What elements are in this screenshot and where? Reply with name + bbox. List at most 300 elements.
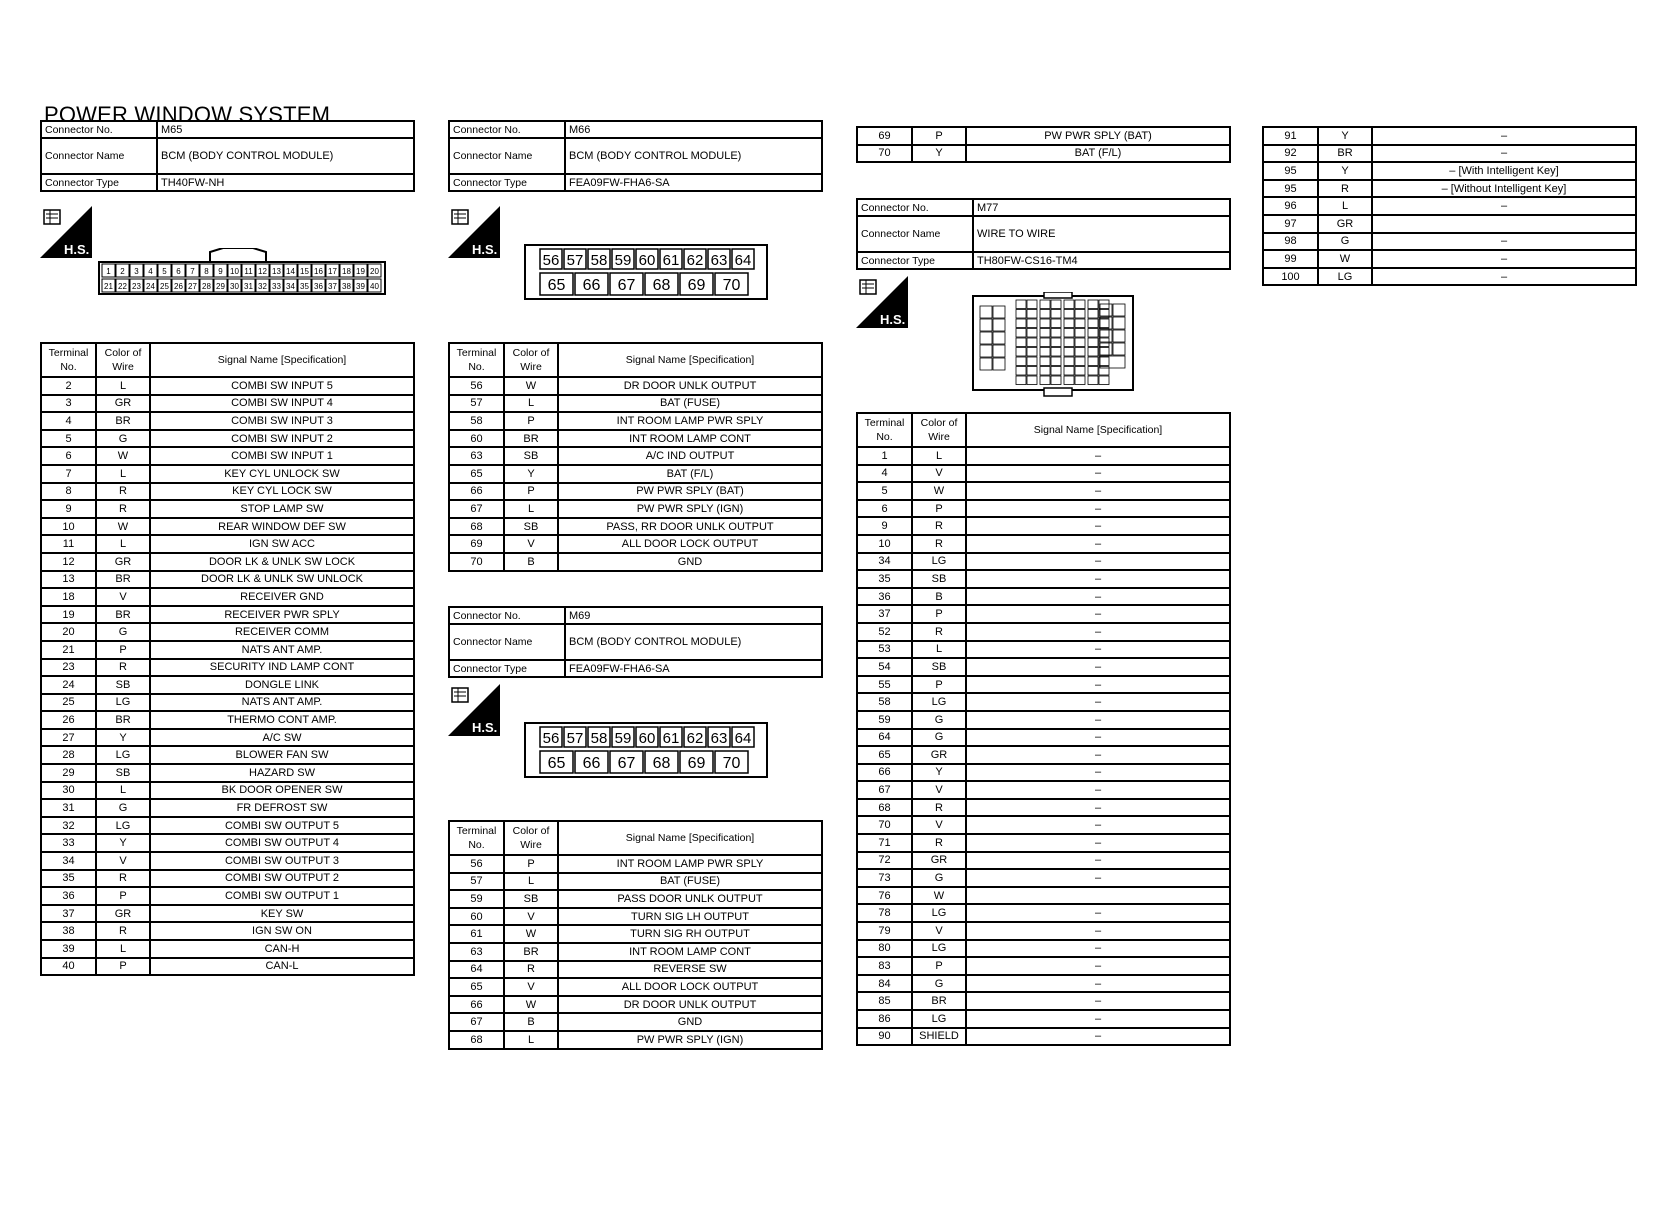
pin-label: 60	[638, 252, 656, 269]
table-row	[449, 412, 822, 430]
wire-color-cell: L	[96, 465, 150, 483]
pin-label: 17	[328, 267, 337, 276]
wire-color-cell: SHIELD	[912, 1028, 966, 1046]
pin-label: 36	[314, 282, 323, 291]
wire-color-cell: R	[96, 500, 150, 518]
terminal-no-cell: 65	[449, 978, 504, 996]
wire-color-cell: V	[912, 465, 966, 483]
signal-name-cell: KEY CYL UNLOCK SW	[150, 465, 414, 483]
wire-color-cell: LG	[1318, 268, 1372, 286]
signal-name-cell: –	[966, 482, 1230, 500]
pin-cell	[1088, 338, 1098, 347]
signal-name-cell: RECEIVER GND	[150, 588, 414, 606]
table-row	[449, 553, 822, 571]
terminal-no-cell: 56	[449, 855, 504, 873]
wire-color-cell: Y	[912, 145, 966, 163]
signal-name-cell: –	[1372, 233, 1636, 251]
table-row	[857, 447, 1230, 465]
wire-color-cell: BR	[1318, 145, 1372, 163]
pin-label: 64	[734, 252, 752, 269]
wire-color-cell: P	[96, 641, 150, 659]
table-row	[857, 605, 1230, 623]
signal-name-cell: INT ROOM LAMP PWR SPLY	[558, 855, 822, 873]
table-row	[857, 992, 1230, 1010]
table-row	[449, 908, 822, 926]
terminal-no-header: Terminal No.	[41, 343, 96, 377]
table-row	[857, 834, 1230, 852]
color-header: Color of Wire	[96, 343, 150, 377]
terminal-no-cell: 98	[1263, 233, 1318, 251]
pin-cell	[1088, 329, 1098, 338]
terminal-no-cell: 70	[857, 816, 912, 834]
signal-header: Signal Name [Specification]	[150, 343, 414, 377]
signal-name-cell: BLOWER FAN SW	[150, 746, 414, 764]
table-row	[41, 870, 414, 888]
terminal-no-cell: 92	[1263, 145, 1318, 163]
table-row	[41, 465, 414, 483]
pin-cell	[993, 319, 1005, 331]
table-row	[857, 781, 1230, 799]
wire-color-cell: LG	[912, 693, 966, 711]
terminal-no-cell: 68	[449, 1031, 504, 1049]
table-row	[857, 1010, 1230, 1028]
hs-icon	[448, 684, 500, 736]
table-row	[857, 145, 1230, 163]
connector-no-value: M66	[565, 121, 822, 138]
pin-label: 11	[244, 267, 253, 276]
signal-name-cell: –	[966, 781, 1230, 799]
pin-label: 65	[547, 277, 566, 294]
terminal-no-cell: 58	[449, 412, 504, 430]
table-row	[857, 676, 1230, 694]
pin-cell	[1040, 300, 1050, 309]
wire-color-cell: Y	[96, 729, 150, 747]
terminal-no-cell: 66	[449, 483, 504, 501]
wire-color-cell: P	[504, 855, 558, 873]
pin-cell	[1051, 376, 1061, 385]
pin-cell	[1064, 367, 1074, 376]
table-row	[857, 975, 1230, 993]
signal-name-cell: –	[966, 940, 1230, 958]
wire-color-cell: G	[912, 729, 966, 747]
wire-color-cell: GR	[1318, 215, 1372, 233]
wire-color-cell: Y	[1318, 127, 1372, 145]
signal-name-cell: –	[966, 746, 1230, 764]
signal-name-cell: THERMO CONT AMP.	[150, 711, 414, 729]
pin-cell	[1088, 376, 1098, 385]
wire-color-cell: LG	[912, 1010, 966, 1028]
table-row	[41, 623, 414, 641]
signal-name-cell: PASS, RR DOOR UNLK OUTPUT	[558, 518, 822, 536]
terminal-no-header: Terminal No.	[857, 413, 912, 447]
pin-label: 20	[370, 267, 379, 276]
terminal-no-cell: 35	[41, 870, 96, 888]
m66-connector-diagram	[524, 244, 770, 302]
table-row	[41, 905, 414, 923]
pin-cell	[980, 332, 992, 344]
pin-label: 40	[370, 282, 379, 291]
table-row	[449, 1013, 822, 1031]
wire-color-cell: L	[504, 873, 558, 891]
table-row	[857, 623, 1230, 641]
terminal-no-cell: 96	[1263, 197, 1318, 215]
terminal-no-cell: 66	[449, 996, 504, 1014]
terminal-no-cell: 95	[1263, 180, 1318, 198]
wire-color-cell: L	[912, 641, 966, 659]
terminal-no-cell: 33	[41, 834, 96, 852]
pin-label: 16	[314, 267, 323, 276]
pin-label: 5	[162, 267, 167, 276]
wire-color-cell: B	[912, 588, 966, 606]
signal-name-cell: A/C SW	[150, 729, 414, 747]
pin-cell	[1040, 357, 1050, 366]
pin-label: 64	[734, 730, 752, 747]
signal-name-cell: DR DOOR UNLK OUTPUT	[558, 996, 822, 1014]
connector-type-value: FEA09FW-FHA6-SA	[565, 174, 822, 191]
terminal-no-cell: 69	[857, 127, 912, 145]
terminal-no-cell: 85	[857, 992, 912, 1010]
m66-pin-table	[448, 342, 823, 572]
m77-info-table	[856, 198, 1231, 270]
signal-name-cell: RECEIVER COMM	[150, 623, 414, 641]
pin-label: 1	[106, 267, 111, 276]
pin-label: 21	[104, 282, 113, 291]
wire-color-cell: Y	[1318, 162, 1372, 180]
wire-color-cell: Y	[504, 465, 558, 483]
wire-color-cell: SB	[912, 570, 966, 588]
terminal-no-cell: 18	[41, 588, 96, 606]
terminal-no-cell: 8	[41, 483, 96, 501]
pin-cell	[1088, 300, 1098, 309]
wire-color-cell: R	[504, 961, 558, 979]
table-row	[41, 553, 414, 571]
terminal-no-cell: 67	[449, 1013, 504, 1031]
signal-name-cell: NATS ANT AMP.	[150, 641, 414, 659]
table-row	[857, 570, 1230, 588]
hs-icon	[448, 206, 500, 258]
terminal-no-cell: 66	[857, 764, 912, 782]
pin-label: 18	[342, 267, 351, 276]
pin-cell	[1075, 338, 1085, 347]
table-row	[449, 925, 822, 943]
pin-label: 31	[244, 282, 253, 291]
pin-cell	[1040, 329, 1050, 338]
pin-label: 61	[662, 252, 680, 269]
table-row	[1263, 180, 1636, 198]
connector-type-label: Connector Type	[41, 174, 157, 191]
terminal-no-cell: 4	[41, 412, 96, 430]
pin-label: 4	[148, 267, 153, 276]
pin-cell	[993, 345, 1005, 357]
signal-name-cell: TURN SIG RH OUTPUT	[558, 925, 822, 943]
wire-color-cell: G	[912, 711, 966, 729]
signal-name-cell: –	[966, 852, 1230, 870]
signal-name-cell	[966, 887, 1230, 905]
wire-color-cell: G	[96, 799, 150, 817]
terminal-no-cell: 78	[857, 904, 912, 922]
signal-name-cell: COMBI SW INPUT 4	[150, 395, 414, 413]
pin-cell	[1051, 348, 1061, 357]
signal-name-cell: COMBI SW OUTPUT 3	[150, 852, 414, 870]
pin-label: 22	[118, 282, 127, 291]
pin-cell	[1027, 376, 1037, 385]
terminal-no-cell: 60	[449, 430, 504, 448]
signal-name-cell: PW PWR SPLY (BAT)	[558, 483, 822, 501]
terminal-no-cell: 54	[857, 658, 912, 676]
pin-cell	[1099, 376, 1109, 385]
table-row	[41, 377, 414, 395]
pin-cell	[1113, 317, 1125, 329]
signal-name-cell: –	[1372, 250, 1636, 268]
signal-name-cell: –	[1372, 197, 1636, 215]
signal-name-cell: COMBI SW OUTPUT 1	[150, 887, 414, 905]
table-row	[857, 904, 1230, 922]
connector-no-label: Connector No.	[41, 121, 157, 138]
pin-cell	[1016, 310, 1026, 319]
signal-name-cell: –	[966, 517, 1230, 535]
pin-label: 69	[687, 755, 706, 772]
signal-name-cell: –	[966, 605, 1230, 623]
connector-type-label: Connector Type	[449, 660, 565, 677]
terminal-no-cell: 61	[449, 925, 504, 943]
pin-cell	[1027, 310, 1037, 319]
pin-cell	[980, 358, 992, 370]
signal-name-cell: –	[966, 1028, 1230, 1046]
pin-label: 24	[146, 282, 155, 291]
signal-name-cell: INT ROOM LAMP PWR SPLY	[558, 412, 822, 430]
table-row	[857, 500, 1230, 518]
pin-cell	[1075, 376, 1085, 385]
signal-name-cell: –	[966, 1010, 1230, 1028]
terminal-no-cell: 7	[41, 465, 96, 483]
pin-label: 10	[230, 267, 239, 276]
table-row	[449, 873, 822, 891]
terminal-no-cell: 97	[1263, 215, 1318, 233]
terminal-no-cell: 72	[857, 852, 912, 870]
table-row	[41, 958, 414, 976]
connector-no-label: Connector No.	[857, 199, 973, 216]
table-row	[449, 961, 822, 979]
wire-color-cell: W	[96, 518, 150, 536]
wire-color-cell: GR	[96, 553, 150, 571]
connector-no-value: M77	[973, 199, 1230, 216]
pin-label: 19	[356, 267, 365, 276]
signal-name-cell: –	[966, 623, 1230, 641]
table-row	[449, 996, 822, 1014]
pin-cell	[1016, 319, 1026, 328]
terminal-no-cell: 59	[857, 711, 912, 729]
signal-name-cell: –	[966, 658, 1230, 676]
wire-color-cell: G	[96, 430, 150, 448]
pin-label: 37	[328, 282, 337, 291]
table-row	[857, 641, 1230, 659]
pin-label: 33	[272, 282, 281, 291]
pin-cell	[993, 332, 1005, 344]
wire-color-cell: P	[912, 957, 966, 975]
pin-label: 29	[216, 282, 225, 291]
table-row	[1263, 215, 1636, 233]
pin-label: 62	[686, 252, 704, 269]
connector-name-value: BCM (BODY CONTROL MODULE)	[157, 138, 414, 174]
pin-cell	[1027, 367, 1037, 376]
terminal-no-cell: 37	[857, 605, 912, 623]
signal-name-cell: A/C IND OUTPUT	[558, 447, 822, 465]
wire-color-cell: W	[504, 925, 558, 943]
terminal-no-cell: 28	[41, 746, 96, 764]
table-row	[41, 887, 414, 905]
table-row	[857, 1028, 1230, 1046]
pin-label: 35	[300, 282, 309, 291]
table-row	[857, 729, 1230, 747]
m66-continued-table	[856, 126, 1231, 163]
signal-name-cell: IGN SW ACC	[150, 535, 414, 553]
table-row	[1263, 268, 1636, 286]
terminal-no-cell: 68	[857, 799, 912, 817]
terminal-no-cell: 95	[1263, 162, 1318, 180]
table-row	[857, 869, 1230, 887]
pin-cell	[1027, 319, 1037, 328]
table-row	[857, 482, 1230, 500]
table-row	[857, 957, 1230, 975]
terminal-no-cell: 26	[41, 711, 96, 729]
terminal-no-cell: 86	[857, 1010, 912, 1028]
connector-name-label: Connector Name	[449, 624, 565, 660]
pin-cell	[1051, 319, 1061, 328]
terminal-no-cell: 100	[1263, 268, 1318, 286]
pin-cell	[1113, 304, 1125, 316]
terminal-no-cell: 40	[41, 958, 96, 976]
wire-color-cell: P	[96, 887, 150, 905]
pin-cell	[993, 358, 1005, 370]
table-row	[41, 483, 414, 501]
connector-name-label: Connector Name	[449, 138, 565, 174]
wire-color-cell: L	[504, 1031, 558, 1049]
terminal-no-cell: 36	[41, 887, 96, 905]
signal-name-cell: –	[966, 676, 1230, 694]
terminal-no-cell: 73	[857, 869, 912, 887]
wire-color-cell: R	[96, 922, 150, 940]
terminal-no-cell: 4	[857, 465, 912, 483]
table-row	[449, 855, 822, 873]
table-row	[857, 852, 1230, 870]
table-row	[857, 535, 1230, 553]
pin-label: 7	[190, 267, 195, 276]
pin-cell	[1064, 357, 1074, 366]
signal-name-cell: –	[966, 500, 1230, 518]
pin-cell	[980, 345, 992, 357]
table-row	[857, 922, 1230, 940]
wire-color-cell: G	[912, 975, 966, 993]
signal-name-cell: COMBI SW OUTPUT 4	[150, 834, 414, 852]
wire-color-cell: GR	[912, 852, 966, 870]
signal-name-cell: –	[966, 869, 1230, 887]
wire-color-cell: P	[912, 500, 966, 518]
pin-cell	[1100, 343, 1112, 355]
connector-type-value: TH80FW-CS16-TM4	[973, 252, 1230, 269]
terminal-no-cell: 64	[857, 729, 912, 747]
pin-cell	[1064, 348, 1074, 357]
table-row	[41, 711, 414, 729]
table-row	[857, 553, 1230, 571]
wire-color-cell: W	[504, 377, 558, 395]
wire-color-cell: LG	[96, 746, 150, 764]
signal-name-cell: COMBI SW INPUT 2	[150, 430, 414, 448]
table-row	[857, 799, 1230, 817]
wire-color-cell: V	[912, 781, 966, 799]
table-row	[449, 978, 822, 996]
wire-color-cell: B	[504, 553, 558, 571]
connector-name-value: BCM (BODY CONTROL MODULE)	[565, 624, 822, 660]
wire-color-cell: W	[96, 447, 150, 465]
terminal-no-cell: 5	[857, 482, 912, 500]
signal-name-cell: DR DOOR UNLK OUTPUT	[558, 377, 822, 395]
connector-name-value: BCM (BODY CONTROL MODULE)	[565, 138, 822, 174]
wire-color-cell: BR	[912, 992, 966, 1010]
terminal-no-cell: 55	[857, 676, 912, 694]
table-row	[41, 395, 414, 413]
wire-color-cell: L	[96, 377, 150, 395]
pin-cell	[1064, 300, 1074, 309]
wire-color-cell: B	[504, 1013, 558, 1031]
pin-label: 15	[300, 267, 309, 276]
pin-label: 23	[132, 282, 141, 291]
wire-color-cell: V	[504, 978, 558, 996]
connector-name-label: Connector Name	[857, 216, 973, 252]
terminal-no-cell: 60	[449, 908, 504, 926]
table-row	[41, 447, 414, 465]
signal-name-cell: PW PWR SPLY (IGN)	[558, 1031, 822, 1049]
signal-name-cell: –	[1372, 127, 1636, 145]
signal-name-cell: –	[966, 799, 1230, 817]
wire-color-cell: V	[96, 852, 150, 870]
pin-cell	[1088, 310, 1098, 319]
pin-label: 12	[258, 267, 267, 276]
svg-text:H.S.: H.S.	[472, 242, 498, 257]
pin-cell	[1075, 367, 1085, 376]
table-row	[857, 465, 1230, 483]
terminal-no-cell: 59	[449, 890, 504, 908]
wire-color-cell: SB	[96, 764, 150, 782]
table-row	[41, 659, 414, 677]
signal-name-cell: BAT (F/L)	[558, 465, 822, 483]
connector-no-label: Connector No.	[449, 121, 565, 138]
wire-color-cell: LG	[96, 817, 150, 835]
signal-name-cell: –	[966, 641, 1230, 659]
wire-color-cell: L	[96, 940, 150, 958]
pin-label: 67	[617, 277, 636, 294]
signal-name-cell: TURN SIG LH OUTPUT	[558, 908, 822, 926]
pin-cell	[1051, 300, 1061, 309]
terminal-no-cell: 39	[41, 940, 96, 958]
signal-name-cell: COMBI SW INPUT 5	[150, 377, 414, 395]
wire-color-cell: G	[912, 869, 966, 887]
wire-color-cell: W	[504, 996, 558, 1014]
pin-label: 57	[566, 252, 584, 269]
signal-name-cell: GND	[558, 553, 822, 571]
wire-color-cell: R	[96, 870, 150, 888]
hs-icon	[856, 276, 908, 328]
wire-color-cell: G	[1318, 233, 1372, 251]
wire-color-cell: V	[912, 816, 966, 834]
pin-cell	[1113, 343, 1125, 355]
wire-color-cell: L	[504, 395, 558, 413]
table-row	[41, 834, 414, 852]
table-row	[1263, 233, 1636, 251]
table-row	[449, 483, 822, 501]
terminal-no-cell: 2	[41, 377, 96, 395]
signal-name-cell: –	[1372, 268, 1636, 286]
terminal-no-cell: 9	[857, 517, 912, 535]
